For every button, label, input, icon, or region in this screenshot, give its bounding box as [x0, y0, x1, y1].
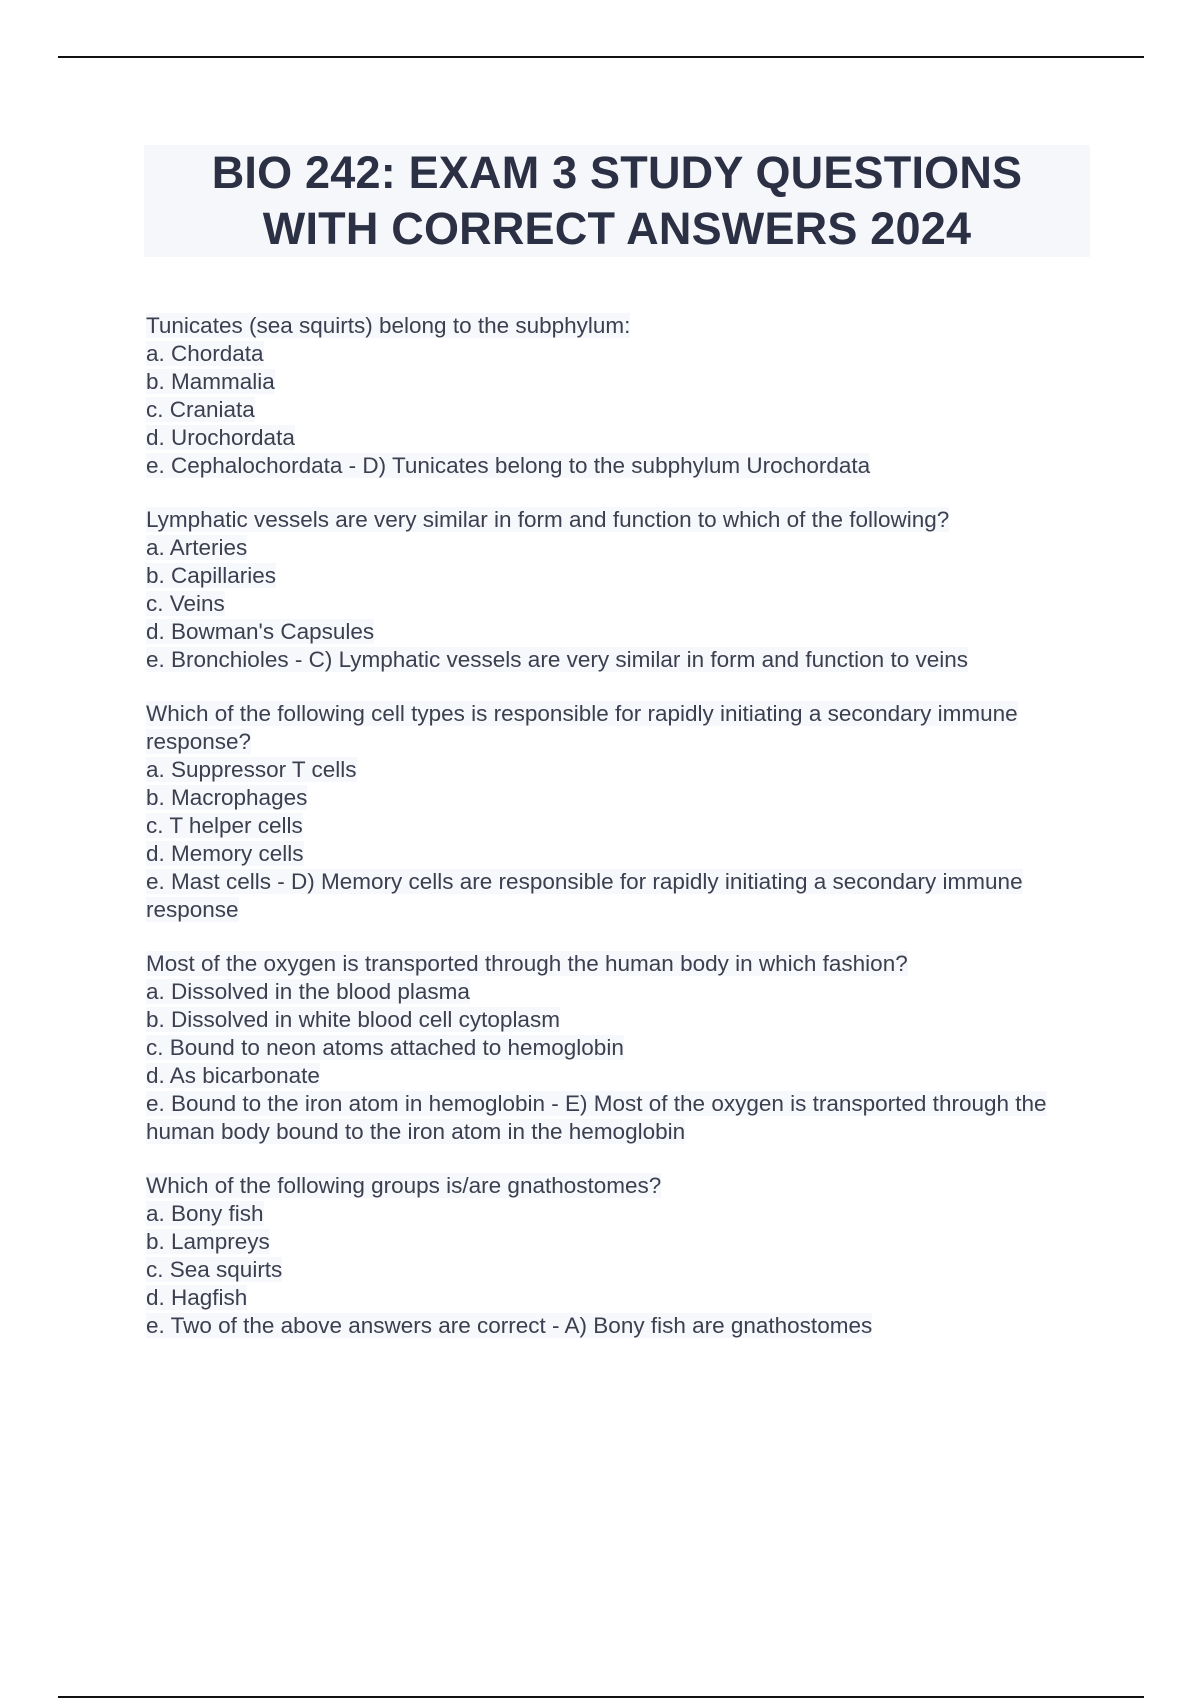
- question-5: [146, 1172, 1096, 1340]
- question-4: [146, 950, 1096, 1146]
- answer-option: b. Macrophages: [146, 785, 308, 810]
- answer-option: d. Bowman's Capsules: [146, 619, 375, 644]
- answer-option-with-solution: e. Bound to the iron atom in hemoglobin - E) Most of the oxygen is transported through the human body bound to the iron atom in the hemoglobin: [146, 1091, 1047, 1144]
- question-prompt: Which of the following cell types is responsible for rapidly initiating a secondary immune response?: [146, 701, 1018, 754]
- answer-option: c. Bound to neon atoms attached to hemoglobin: [146, 1035, 624, 1060]
- answer-option-with-solution: e. Cephalochordata - D) Tunicates belong to the subphylum Urochordata: [146, 453, 871, 478]
- answer-option: d. As bicarbonate: [146, 1063, 320, 1088]
- answer-option-with-solution: e. Mast cells - D) Memory cells are responsible for rapidly initiating a secondary immune response: [146, 869, 1023, 922]
- title-line-1: BIO 242: EXAM 3 STUDY QUESTIONS: [211, 147, 1023, 198]
- answer-option: a. Dissolved in the blood plasma: [146, 979, 470, 1004]
- answer-option: b. Capillaries: [146, 563, 277, 588]
- questions-list: [146, 312, 1096, 1366]
- answer-option-with-solution: e. Bronchioles - C) Lymphatic vessels are very similar in form and function to veins: [146, 647, 968, 672]
- question-prompt: Tunicates (sea squirts) belong to the subphylum:: [146, 313, 631, 338]
- answer-option: d. Hagfish: [146, 1285, 248, 1310]
- answer-option: c. Veins: [146, 591, 225, 616]
- answer-option: a. Bony fish: [146, 1201, 264, 1226]
- answer-option: b. Lampreys: [146, 1229, 270, 1254]
- question-prompt: Which of the following groups is/are gnathostomes?: [146, 1173, 662, 1198]
- answer-option: d. Urochordata: [146, 425, 295, 450]
- question-2: [146, 506, 1096, 674]
- title-line-2: WITH CORRECT ANSWERS 2024: [262, 203, 972, 254]
- answer-option-with-solution: e. Two of the above answers are correct - A) Bony fish are gnathostomes: [146, 1313, 873, 1338]
- question-prompt: Most of the oxygen is transported through the human body in which fashion?: [146, 951, 908, 976]
- answer-option: c. Craniata: [146, 397, 255, 422]
- answer-option: b. Dissolved in white blood cell cytoplasm: [146, 1007, 560, 1032]
- title-block: [144, 145, 1090, 257]
- answer-option: a. Arteries: [146, 535, 248, 560]
- answer-option: a. Chordata: [146, 341, 264, 366]
- bottom-rule: [58, 1696, 1144, 1698]
- question-1: [146, 312, 1096, 480]
- answer-option: a. Suppressor T cells: [146, 757, 357, 782]
- document-title: [212, 145, 1023, 257]
- answer-option: b. Mammalia: [146, 369, 275, 394]
- answer-option: c. Sea squirts: [146, 1257, 283, 1282]
- top-rule: [58, 56, 1144, 58]
- answer-option: c. T helper cells: [146, 813, 303, 838]
- question-3: [146, 700, 1096, 924]
- answer-option: d. Memory cells: [146, 841, 304, 866]
- question-prompt: Lymphatic vessels are very similar in form and function to which of the following?: [146, 507, 950, 532]
